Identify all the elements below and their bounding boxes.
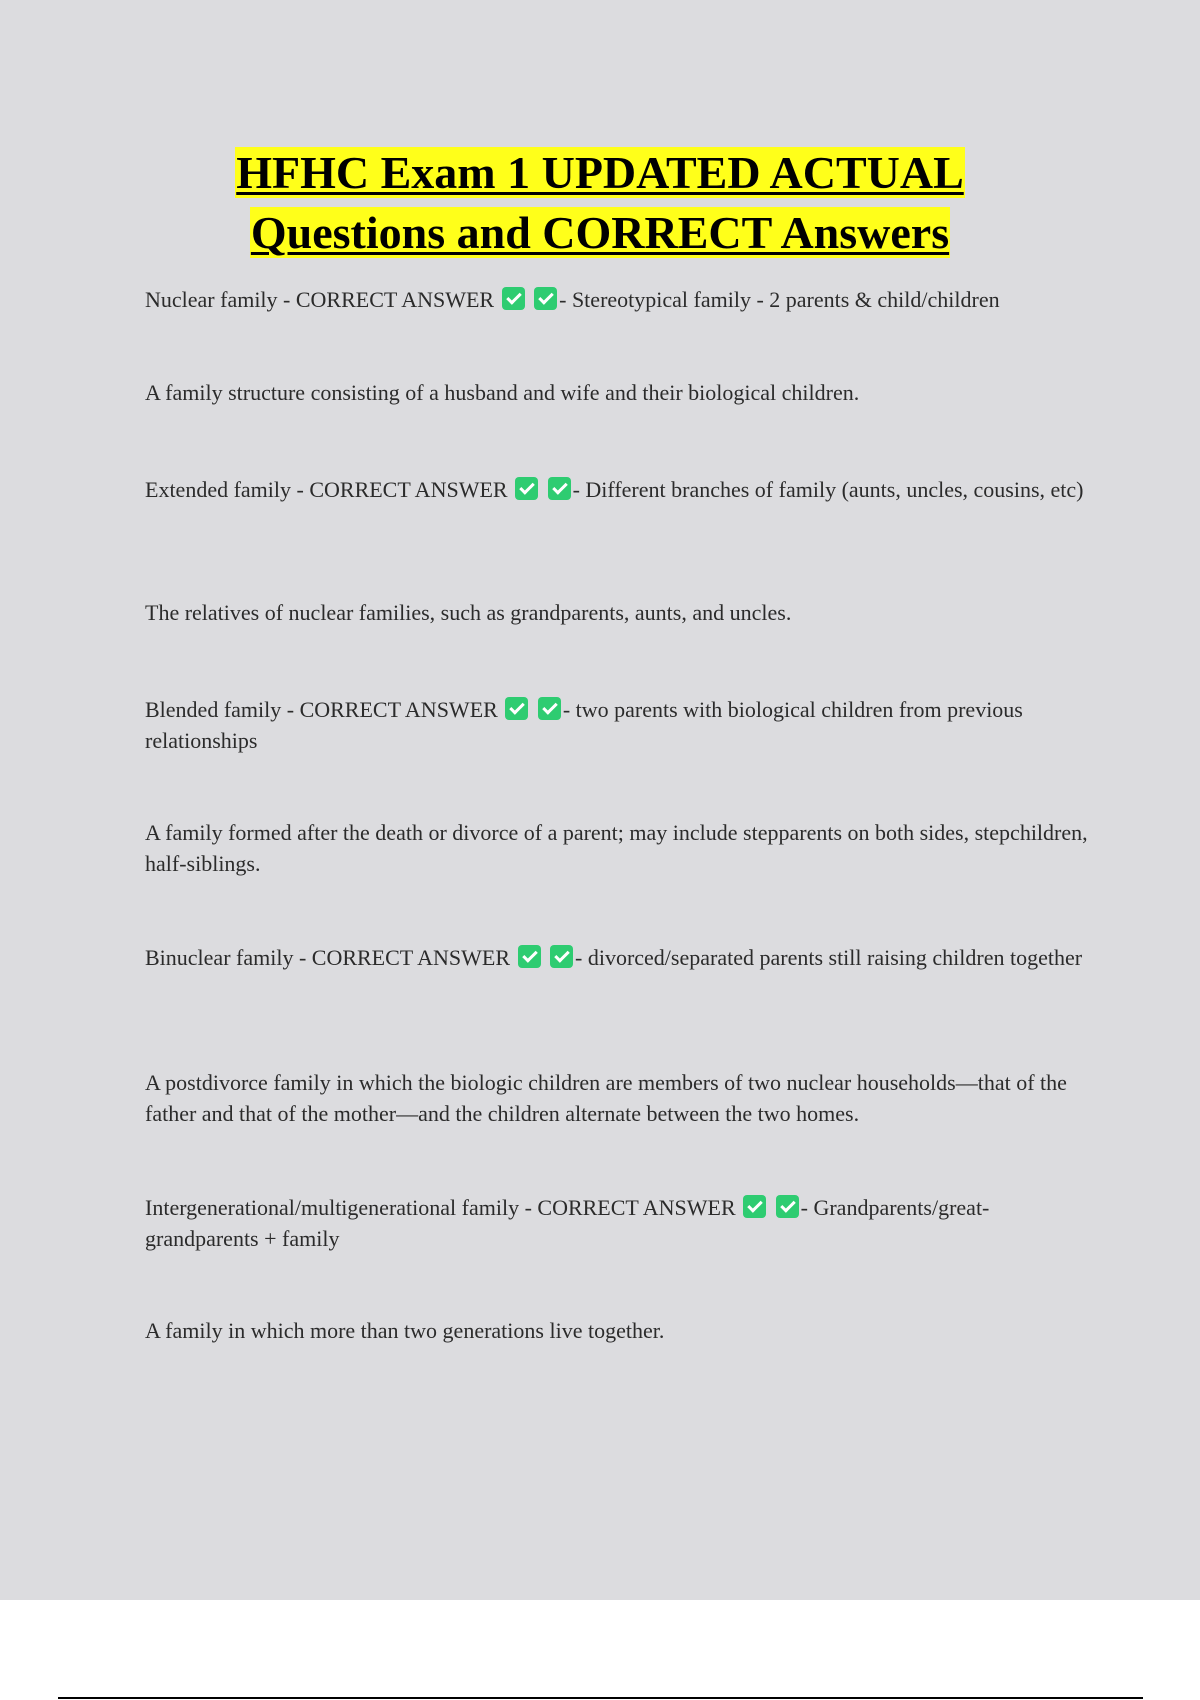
title-line-1: HFHC Exam 1 UPDATED ACTUAL (236, 147, 964, 198)
check-mark-icon (515, 477, 538, 500)
entry-answer: - Different branches of family (aunts, uncles, cousins, etc) (572, 477, 1084, 502)
entry-term: Nuclear family - CORRECT ANSWER (145, 287, 495, 312)
qa-entry-blended (145, 694, 1095, 756)
qa-entry-binuclear (145, 942, 1095, 973)
check-mark-icon (534, 287, 557, 310)
check-mark-icon (776, 1195, 799, 1218)
definition-nuclear: A family structure consisting of a husband and wife and their biological children. (145, 380, 860, 405)
definition-binuclear: A postdivorce family in which the biologic children are members of two nuclear households—that of the father and that of the mother—and the children alternate between the two homes. (145, 1070, 1067, 1126)
qa-entry-intergenerational (145, 1192, 1095, 1254)
footer-divider (58, 1697, 1143, 1699)
definition-blended: A family formed after the death or divorce of a parent; may include stepparents on both sides, stepchildren, half-siblings. (145, 820, 1088, 876)
check-mark-icon (518, 945, 541, 968)
entry-term: Extended family - CORRECT ANSWER (145, 477, 508, 502)
qa-entry-extended (145, 474, 1095, 505)
check-mark-icon (548, 477, 571, 500)
check-mark-icon (743, 1195, 766, 1218)
entry-term: Intergenerational/multigenerational family - CORRECT ANSWER (145, 1195, 736, 1220)
check-mark-icon (505, 697, 528, 720)
check-mark-icon (550, 945, 573, 968)
definition-intergenerational: A family in which more than two generations live together. (145, 1318, 665, 1343)
entry-term: Blended family - CORRECT ANSWER (145, 697, 498, 722)
check-mark-icon (502, 287, 525, 310)
definition-extended: The relatives of nuclear families, such as grandparents, aunts, and uncles. (145, 600, 792, 625)
title-line-2: Questions and CORRECT Answers (250, 207, 950, 258)
check-mark-icon (538, 697, 561, 720)
entry-answer: - Stereotypical family - 2 parents & child/children (559, 287, 1000, 312)
entry-term: Binuclear family - CORRECT ANSWER (145, 945, 511, 970)
entry-answer: - Grandparents/great-grandparents + family (145, 1195, 990, 1251)
entry-answer: - divorced/separated parents still raising children together (575, 945, 1083, 970)
entry-answer: - two parents with biological children from previous relationships (145, 697, 1023, 753)
document-title (0, 143, 1200, 263)
qa-entry-nuclear (145, 284, 1095, 315)
